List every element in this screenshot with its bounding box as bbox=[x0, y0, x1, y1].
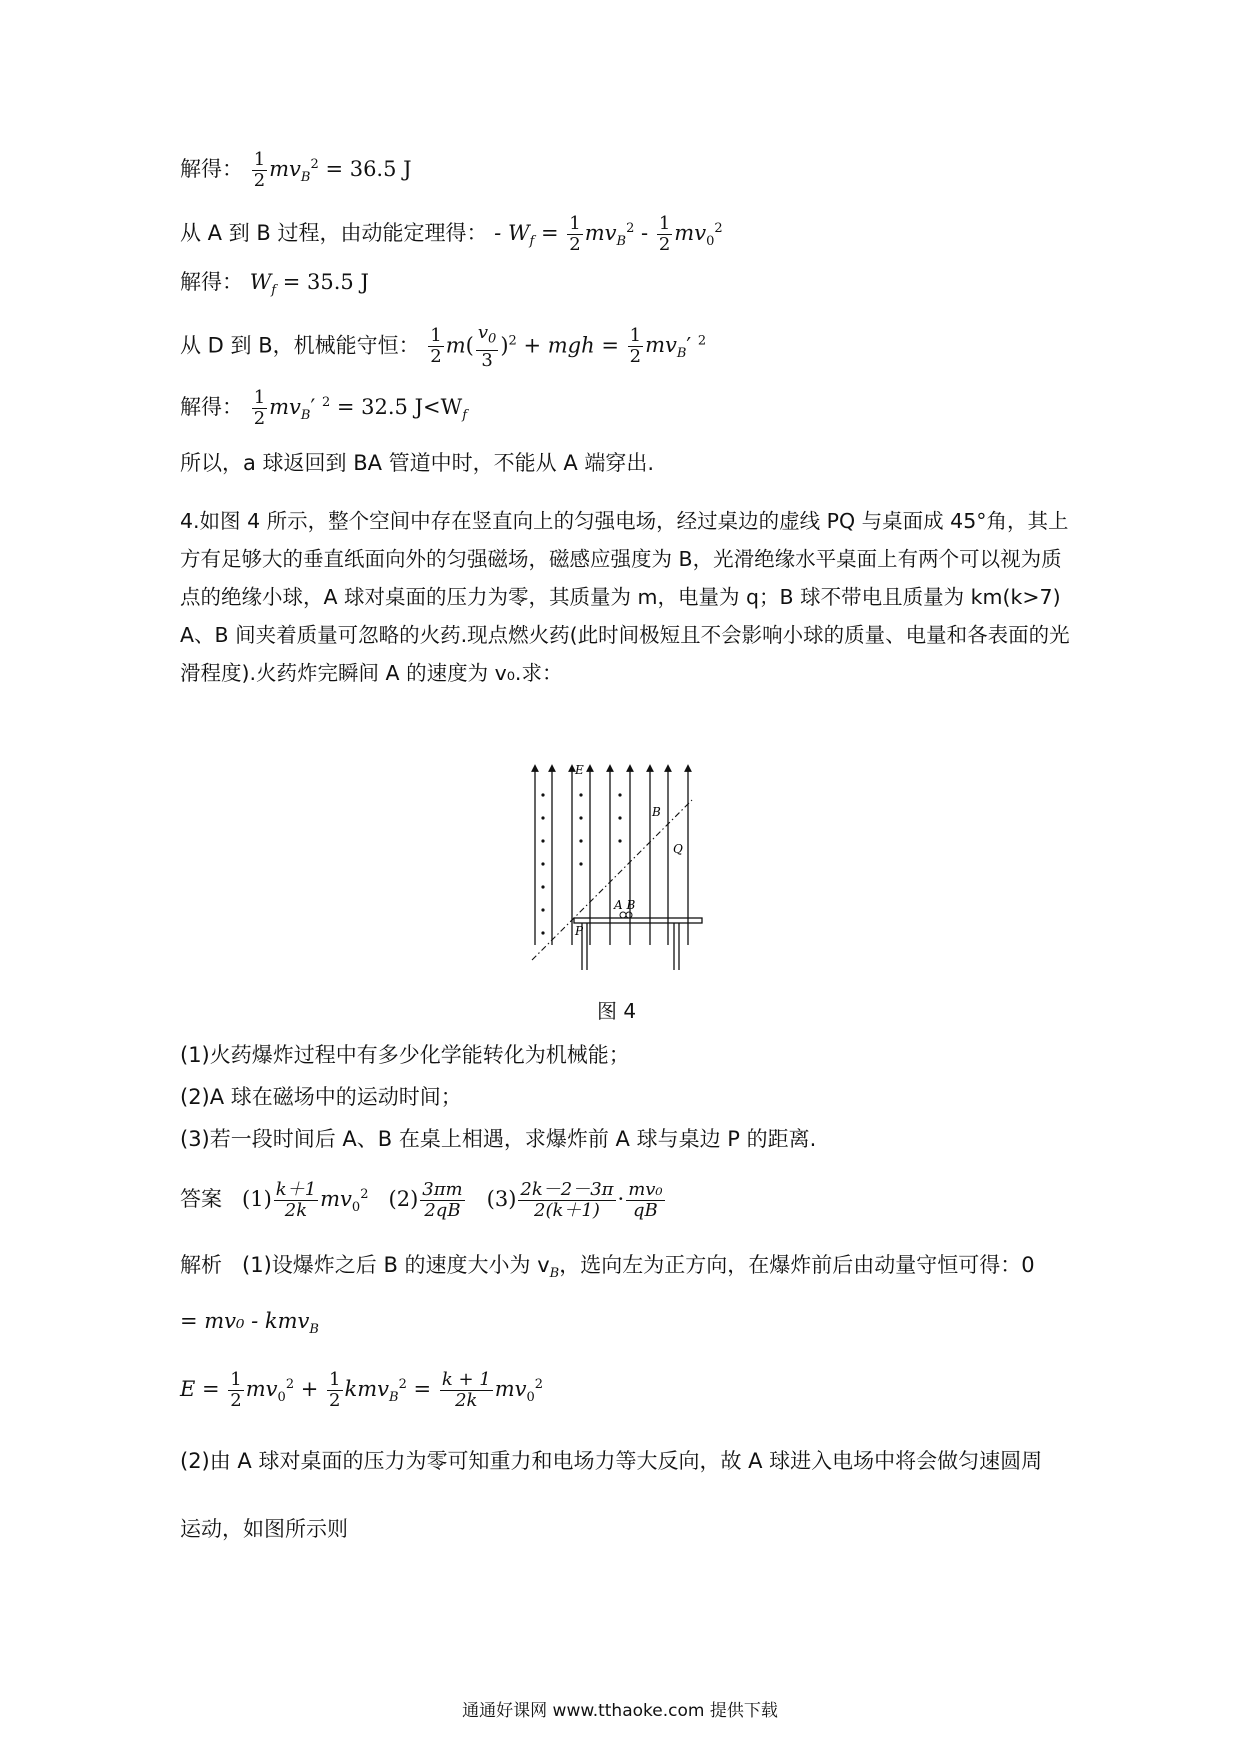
solution-line-1: 解得： $\frac{1}{2}$ $mv_B^2 = 36.5$ J bbox=[180, 149, 412, 191]
figure-caption: 图 4 bbox=[597, 999, 637, 1023]
label-b: B bbox=[652, 805, 661, 819]
fraction-half: $\frac{1}{2}$ bbox=[569, 213, 581, 255]
solution-line-4: 从 D 到 B，机械能守恒： $\frac{1}{2}$ m( $\frac{v_0}{3}$ )$^2$ + mgh = $\frac{1}{2}$ $mv_B'$ $^2$ bbox=[180, 322, 707, 371]
line-label: 解得： bbox=[180, 157, 243, 181]
sub-question-1: (1)火药爆炸过程中有多少化学能转化为机械能； bbox=[180, 1043, 630, 1067]
fraction-half: $\frac{1}{2}$ bbox=[658, 213, 671, 255]
answer-3-fraction: $\frac{2k-2-3\pi}{2(k+1)}$ bbox=[520, 1179, 614, 1221]
analysis-line-2: (2)由 A 球对桌面的压力为零可知重力和电场力等大反向，故 A 球进入电场中将会做匀速圆周 bbox=[180, 1449, 1043, 1473]
answer-line: 答案 (1) $\frac{k+1}{2k}$ $mv_0^2$ (2) $\frac{3\pi m}{2qB}$ (3) $\frac{2k-2-3\pi}{2(k+1)}$ · $\frac{\text{mv₀}}{qB}$ bbox=[180, 1179, 663, 1221]
analysis-label: 解析 bbox=[180, 1253, 222, 1277]
question-4-paragraph: 4.如图 4 所示，整个空间中存在竖直向上的匀强电场，经过桌边的虚线 PQ 与桌面成 45°角，其上方有足够大的垂直纸面向外的匀强磁场，磁感应强度为 B，光滑绝缘水平桌面上有两个可以视为质点的绝缘小球，A 球对桌面的压力为零，其质量为 m，电量为 q；B 球不带电且质量为 km(k>7) A、B 间夹着质量可忽略的火药.现点燃火药(此时间极短且不会影响小球的质量、电量和各表面的光滑程度).火药炸完瞬间 A 的速度为 v₀.求： bbox=[180, 509, 1070, 685]
answer-1-fraction: $\frac{k+1}{2k}$ bbox=[275, 1179, 317, 1221]
solution-line-2: 从 A 到 B 过程，由动能定理得： - $W_f$ = $\frac{1}{2}$ $mv_B^2$ - $\frac{1}{2}$ $mv_0^2$ bbox=[180, 213, 723, 255]
label-q: Q bbox=[673, 842, 683, 856]
answer-2-fraction: $\frac{3\pi m}{2qB}$ bbox=[422, 1179, 463, 1221]
fraction-half: $\frac{1}{2}$ bbox=[253, 149, 266, 191]
table-top bbox=[574, 918, 702, 923]
label-ab: A B bbox=[614, 898, 636, 912]
analysis-line-1: 解析 (1)设爆炸之后 B 的速度大小为 $v_B$，选向左为正方向，在爆炸前后由动量守恒可得：0 bbox=[180, 1253, 1035, 1282]
ball-b bbox=[626, 912, 632, 918]
solution-line-3: 解得： $W_f = 35.5$ J bbox=[180, 270, 369, 299]
answer-3-fraction-b: $\frac{\text{mv₀}}{qB}$ bbox=[628, 1179, 663, 1221]
ball-a bbox=[620, 912, 626, 918]
solution-line-5: 解得： $\frac{1}{2}$ $mv_B'$ $^2$ = 32.5 $J<W_f$ bbox=[180, 387, 468, 429]
figure-4 bbox=[530, 760, 710, 974]
field-diagram bbox=[530, 760, 710, 970]
analysis-momentum-eq: = mv₀ - kmv$_B$ bbox=[180, 1309, 319, 1338]
sub-question-2: (2)A 球在磁场中的运动时间； bbox=[180, 1085, 462, 1109]
analysis-line-3: 运动，如图所示则 bbox=[180, 1517, 348, 1541]
sub-question-3: (3)若一段时间后 A、B 在桌上相遇，求爆炸前 A 球与桌边 P 的距离. bbox=[180, 1127, 817, 1151]
analysis-energy-eq: E = $\frac{1}{2}$ $mv_0^2$ + $\frac{1}{2}$ kmv$_B^2$ = $\frac{k + 1}{2k}$ $mv_0^2$ bbox=[180, 1369, 544, 1411]
label-e: E bbox=[575, 763, 584, 777]
label-p: P bbox=[575, 924, 584, 938]
page-footer: 通通好课网 www.tthaoke.com 提供下载 bbox=[462, 1701, 778, 1721]
solution-conclusion: 所以，a 球返回到 BA 管道中时，不能从 A 端穿出. bbox=[180, 451, 655, 475]
answer-label: 答案 bbox=[180, 1187, 222, 1211]
